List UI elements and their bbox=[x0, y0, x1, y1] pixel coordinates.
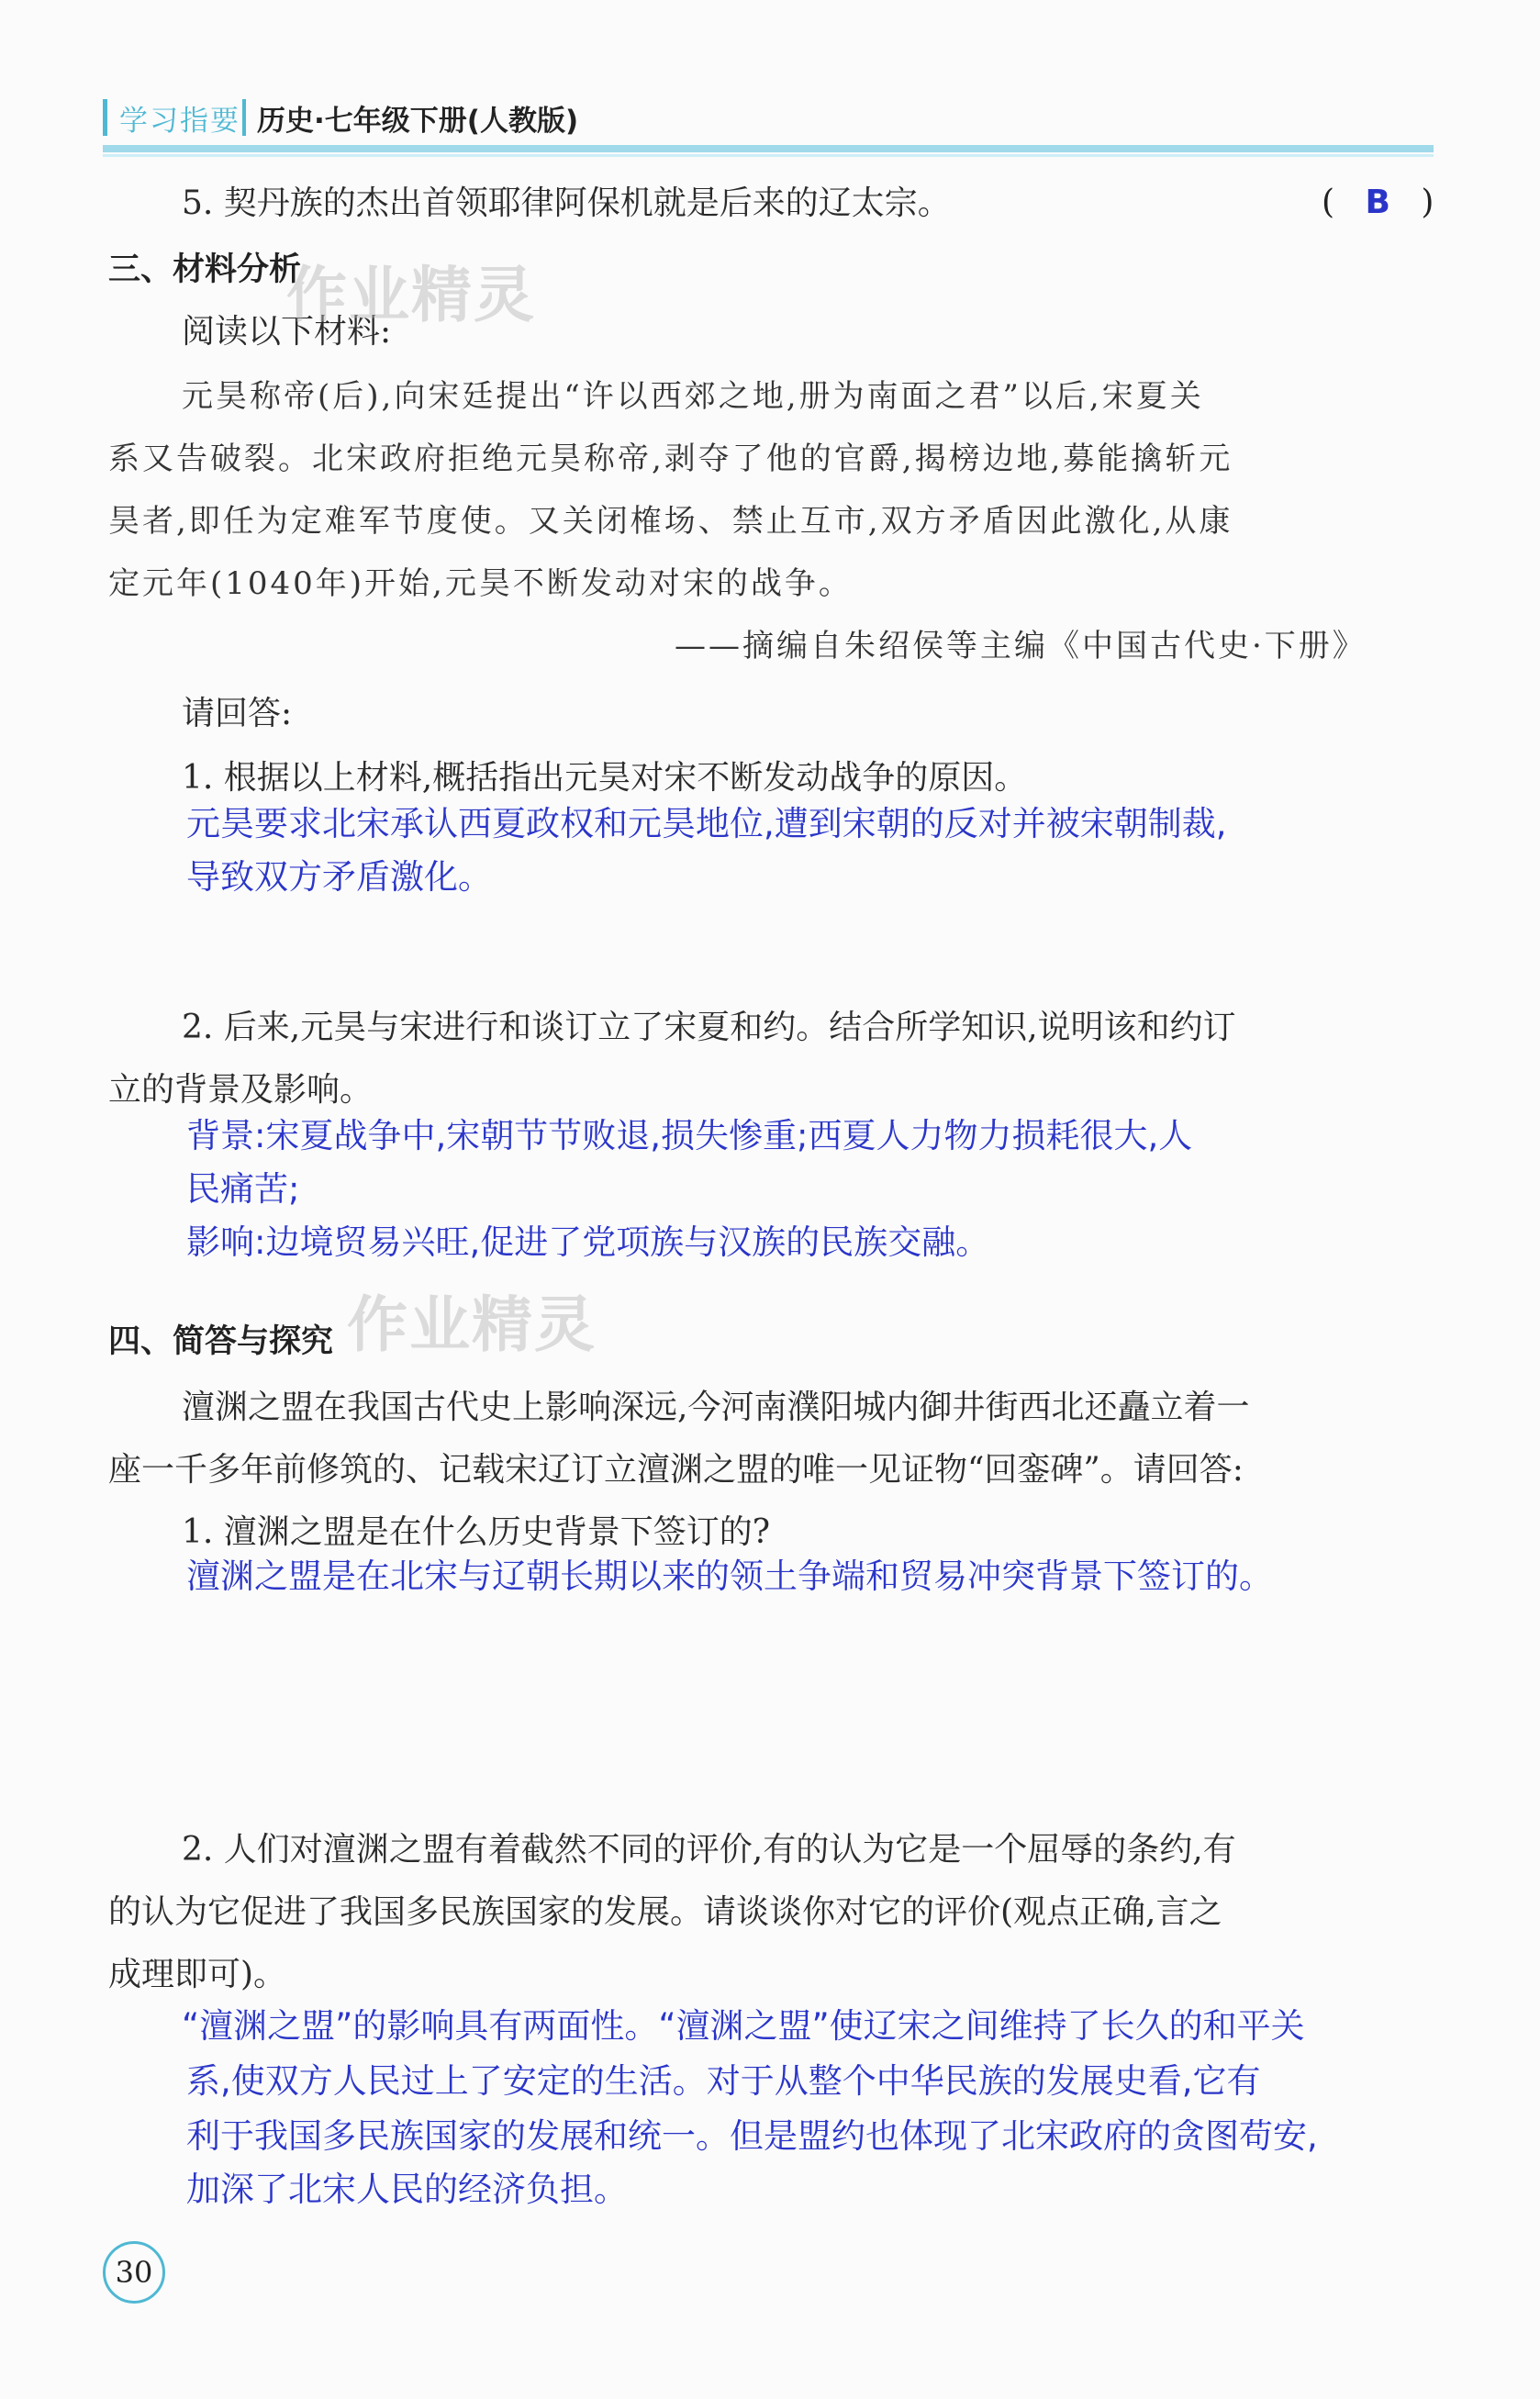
section-4-intro: 澶渊之盟在我国古代史上影响深远,今河南濮阳城内御井街西北还矗立着一 bbox=[182, 1389, 1250, 1426]
header-accent-bar bbox=[103, 99, 107, 136]
section-4-answer-1: 澶渊之盟是在北宋与辽朝长期以来的领土争端和贸易冲突背景下签订的。 bbox=[186, 1557, 1273, 1596]
header-rule-light bbox=[103, 154, 1434, 157]
ask-label: 请回答: bbox=[182, 695, 293, 732]
section-4-question-2: 成理即可)。 bbox=[108, 1956, 287, 1993]
header-tag: 学习指要 bbox=[119, 105, 240, 138]
watermark: 作业精灵 bbox=[286, 260, 536, 330]
section-3-heading: 三、材料分析 bbox=[108, 251, 302, 288]
header-title: 历史·七年级下册(人教版) bbox=[257, 105, 579, 138]
bracket-close: ) bbox=[1421, 184, 1434, 221]
bracket-open: ( bbox=[1322, 184, 1335, 221]
answer-choice: B bbox=[1365, 184, 1390, 221]
watermark: 作业精灵 bbox=[347, 1289, 597, 1360]
answer-bracket bbox=[1322, 184, 1434, 221]
section-4-heading: 四、简答与探究 bbox=[108, 1323, 334, 1360]
material-line: 昊者,即任为定难军节度使。又关闭榷场、禁止互市,双方矛盾因此激化,从康 bbox=[108, 503, 1233, 540]
material-line: 元昊称帝(后),向宋廷提出“许以西郊之地,册为南面之君”以后,宋夏关 bbox=[182, 378, 1204, 415]
section-3-answer-1: 元昊要求北宋承认西夏政权和元昊地位,遭到宋朝的反对并被宋朝制裁, bbox=[186, 804, 1227, 843]
material-source: ——摘编自朱绍侯等主编《中国古代史·下册》 bbox=[675, 628, 1367, 664]
section-3-question-1: 1. 根据以上材料,概括指出元昊对宋不断发动战争的原因。 bbox=[182, 759, 1028, 797]
material-prompt: 阅读以下材料: bbox=[182, 313, 392, 351]
section-3-answer-2: 背景:宋夏战争中,宋朝节节败退,损失惨重;西夏人力物力损耗很大,人 bbox=[186, 1116, 1193, 1155]
header-separator bbox=[242, 99, 246, 136]
section-3-answer-1: 导致双方矛盾激化。 bbox=[186, 857, 492, 897]
section-4-answer-2: 系,使双方人民过上了安定的生活。对于从整个中华民族的发展史看,它有 bbox=[186, 2061, 1261, 2101]
section-4-question-1: 1. 澶渊之盟是在什么历史背景下签订的? bbox=[182, 1513, 771, 1551]
header-rule bbox=[103, 145, 1434, 152]
section-3-answer-2: 民痛苦; bbox=[186, 1169, 300, 1209]
question-5: 5. 契丹族的杰出首领耶律阿保机就是后来的辽太宗。 bbox=[182, 184, 951, 222]
page-number: 30 bbox=[103, 2241, 165, 2304]
section-4-answer-2: “澶渊之盟”的影响具有两面性。“澶渊之盟”使辽宋之间维持了长久的和平关 bbox=[182, 2006, 1305, 2046]
section-4-answer-2: 加深了北宋人民的经济负担。 bbox=[186, 2170, 628, 2209]
section-3-question-2: 立的背景及影响。 bbox=[108, 1071, 374, 1109]
section-4-intro: 座一千多年前修筑的、记载宋辽订立澶渊之盟的唯一见证物“回銮碑”。请回答: bbox=[108, 1451, 1244, 1489]
section-4-answer-2: 利于我国多民族国家的发展和统一。但是盟约也体现了北宋政府的贪图苟安, bbox=[186, 2116, 1318, 2156]
section-4-question-2: 2. 人们对澶渊之盟有着截然不同的评价,有的认为它是一个屈辱的条约,有 bbox=[182, 1831, 1236, 1869]
page-header bbox=[103, 92, 1434, 156]
section-3-answer-2: 影响:边境贸易兴旺,促进了党项族与汉族的民族交融。 bbox=[186, 1222, 990, 1262]
section-3-question-2: 2. 后来,元昊与宋进行和谈订立了宋夏和约。结合所学知识,说明该和约订 bbox=[182, 1009, 1236, 1046]
material-line: 系又告破裂。北宋政府拒绝元昊称帝,剥夺了他的官爵,揭榜边地,募能擒斩元 bbox=[108, 441, 1233, 477]
material-line: 定元年(1040年)开始,元昊不断发动对宋的战争。 bbox=[108, 565, 853, 602]
section-4-question-2: 的认为它促进了我国多民族国家的发展。请谈谈你对它的评价(观点正确,言之 bbox=[108, 1893, 1222, 1931]
